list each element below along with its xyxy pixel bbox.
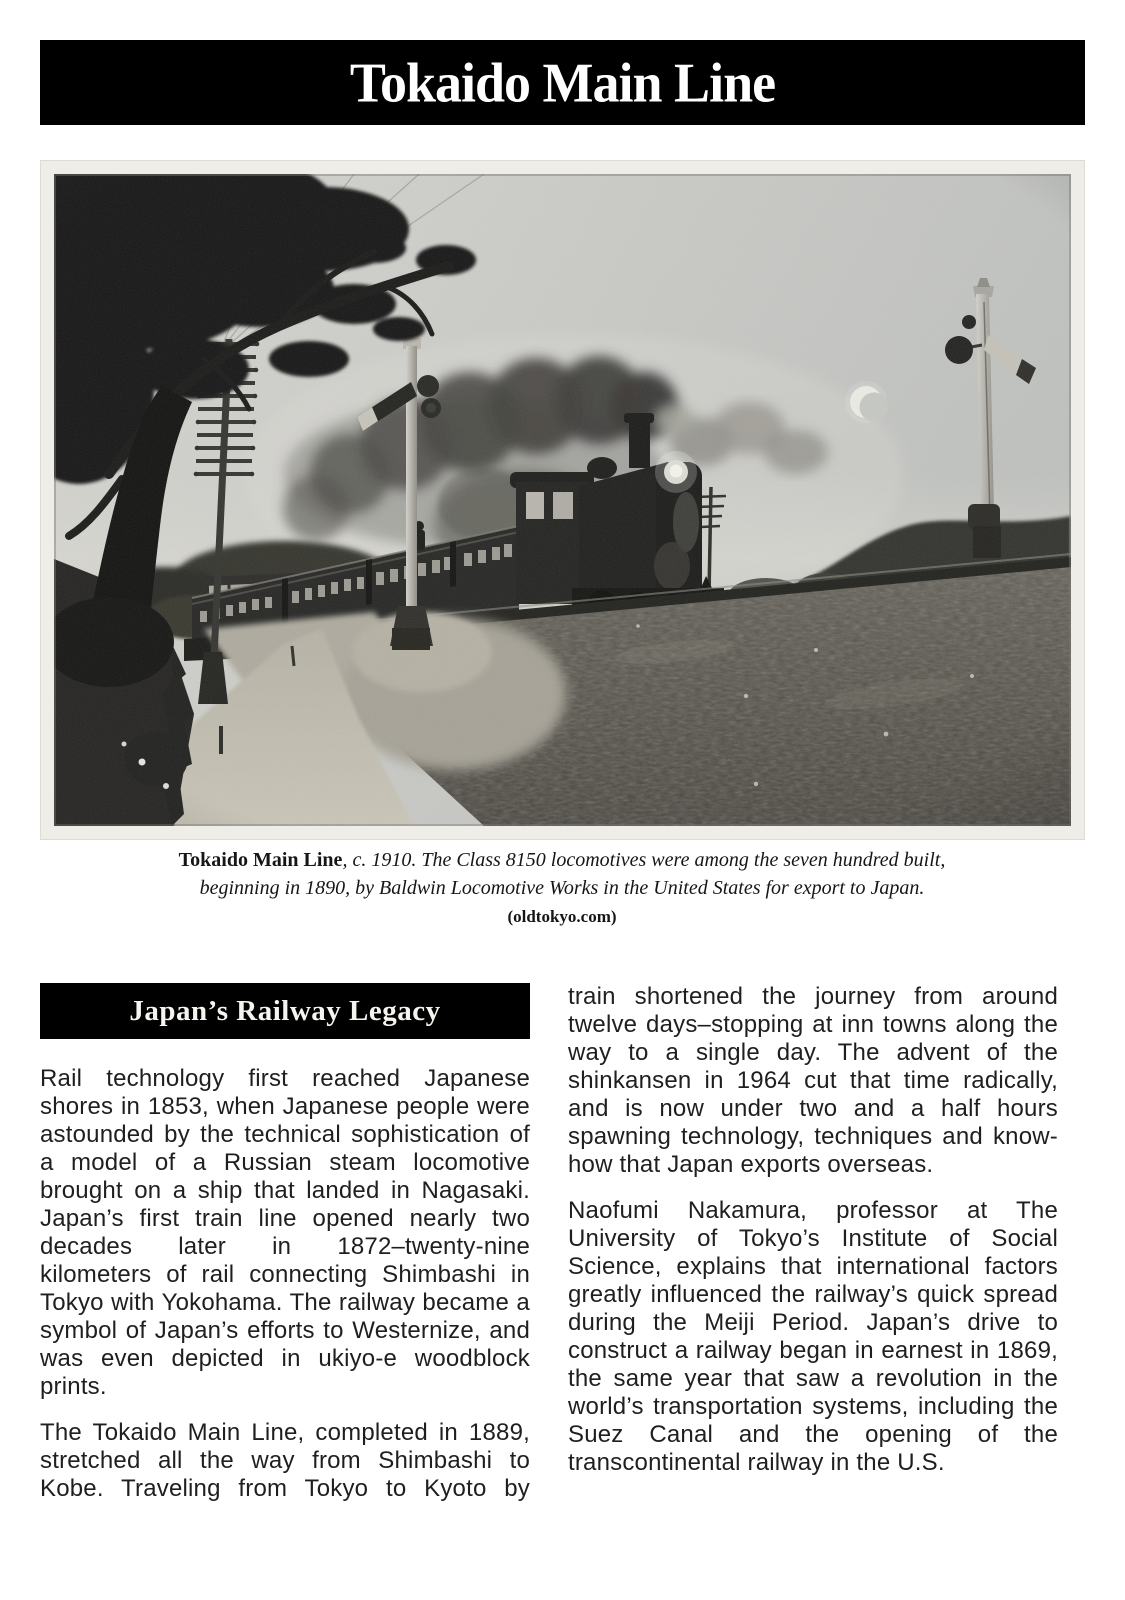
section-header-banner	[40, 983, 530, 1039]
caption-title: Tokaido Main Line	[178, 849, 343, 871]
page-title: Tokaido Main Line	[349, 51, 776, 114]
paragraph: Naofumi Nakamura, professor at The University of Tokyo’s Institute of Social Science, explains that international factors greatly influenced the railway’s quick spread during the Meiji Period. Japan’s drive to construct a railway began in earnest in 1869, the same year that saw a revolution in the world’s transportation systems, including the Suez Canal and the opening of the transcontinental railway in the U.S.	[568, 1197, 1058, 1476]
caption-body: , c. 1910. The Class 8150 locomotives were among the seven hundred built, beginning in 1890, by Baldwin Locomotive Works in the United States for export to Japan.	[199, 849, 946, 899]
paragraph: Rail technology first reached Japanese shores in 1853, when Japanese people were astounded by the technical sophistication of a model of a Russian steam locomotive brought on a ship that landed in Nagasaki. Japan’s first train line opened nearly two decades later in 1872–twenty-nine kilometers of rail connecting Shimbashi in Tokyo with Yokohama. The railway became a symbol of Japan’s efforts to Westernize, and was even depicted in ukiyo-e woodblock prints.	[40, 1065, 530, 1400]
paragraph: The Tokaido Main Line, completed in 1889, stretched all the way from Shimbashi to Kobe. Traveling from Tokyo to Kyoto by	[40, 1419, 530, 1502]
train-photo	[40, 160, 1085, 840]
paragraph: train shortened the journey from around twelve days–stopping at inn towns along the way to a single day. The advent of the shinkansen in 1964 cut that time radically, and is now under two and a half hours spawning technology, techniques and know-how that Japan exports overseas.	[568, 983, 1058, 1178]
page-title-banner	[40, 40, 1085, 125]
left-column	[40, 983, 530, 1503]
photo-caption	[152, 846, 972, 931]
article-columns	[40, 983, 1085, 1503]
caption-source: (oldtokyo.com)	[507, 907, 617, 926]
right-column	[568, 983, 1058, 1477]
photo-grain	[54, 174, 1071, 826]
train-photo-illustration	[54, 174, 1071, 826]
section-title: Japan’s Railway Legacy	[129, 994, 441, 1027]
